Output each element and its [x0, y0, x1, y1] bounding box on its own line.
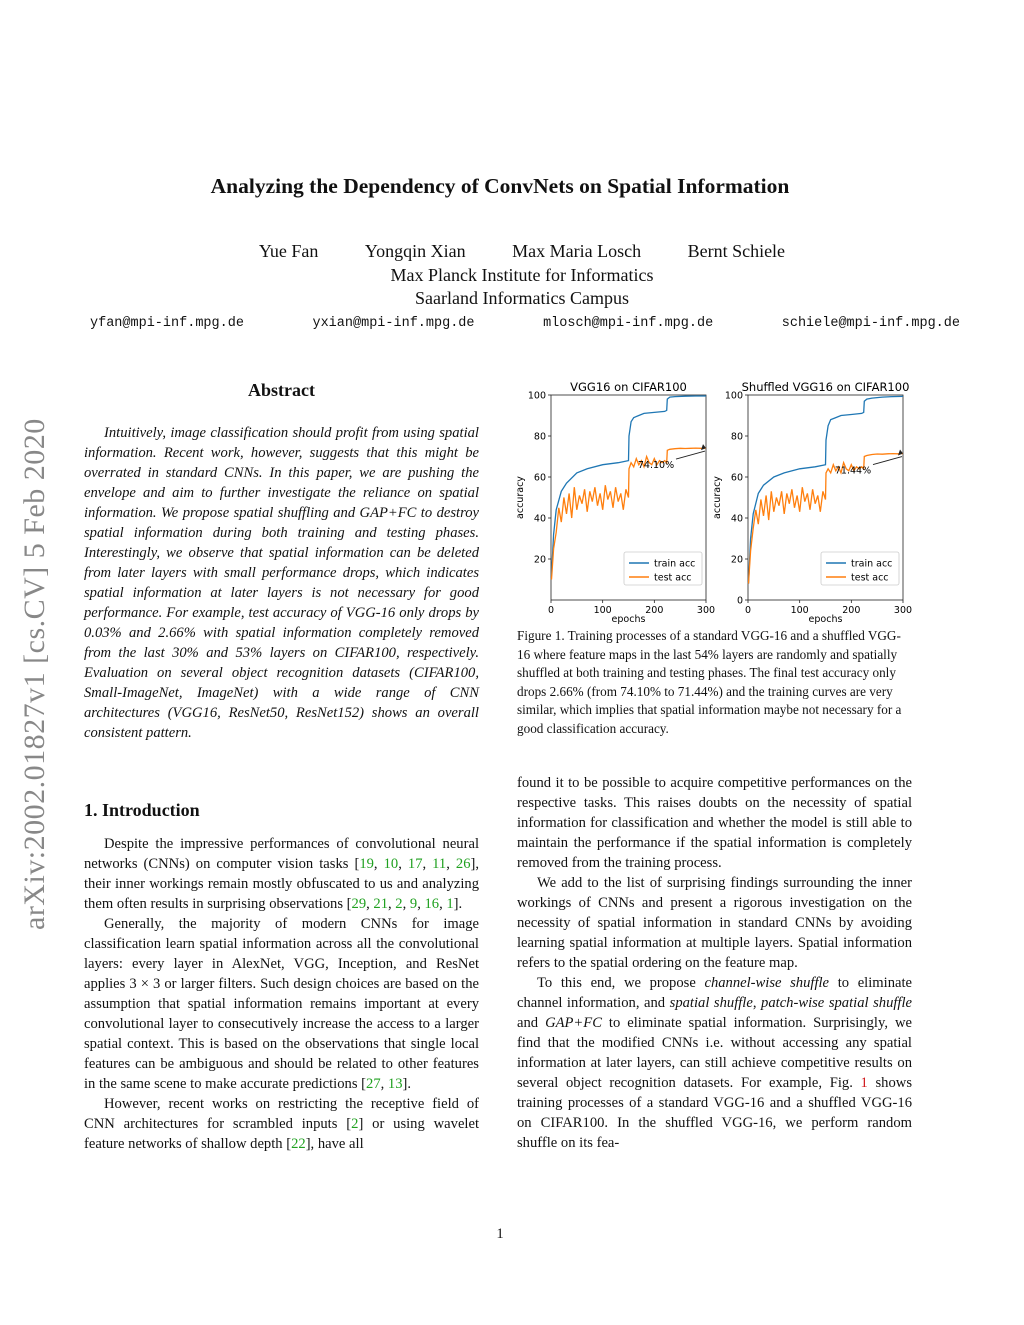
text-run: ] or using wavelet feature networks of shallow depth [ [84, 1116, 480, 1152]
y-tick-label: 40 [730, 513, 743, 525]
emphasis: patch-wise spatial shuffle [761, 995, 913, 1011]
y-tick-label: 20 [730, 554, 743, 566]
x-tick-label: 300 [893, 605, 913, 616]
abstract-paragraph: Intuitively, image classification should profit from using spatial information. Recent work, however, suggests that this might be overrated in standard CNNs. In this paper, we are pushing the envelope and aim to further investigate the reliance on spatial information. We propose spatial shuffling and GAP+FC to destroy spatial information during both training and testing phases. Interestingly, we observe that spatial information can be deleted from later layers with small performance drops, which indicates spatial information at later layers is not necessary for good performance. For example, test accuracy of VGG-16 only drops by 0.03% and 2.66% with spatial information completely removed from the last 30% and 53% layers on CIFAR100, respectively. Evaluation on several object recognition datasets (CIFAR100, Small-ImageNet, ImageNet) with a wide range of CNN architectures (VGG16, ResNet50, ResNet152) shows an overall consistent pattern. [84, 425, 479, 741]
y-tick-label: 60 [730, 472, 743, 484]
text-run: , [752, 995, 762, 1011]
author-email: yxian@mpi-inf.mpg.de [312, 316, 475, 331]
author-name: Max Maria Losch [512, 241, 642, 261]
abstract-heading: Abstract [248, 380, 315, 400]
figure-1-charts [508, 375, 918, 625]
figure-reference-link[interactable]: 1 [860, 1075, 868, 1091]
arxiv-identifier: arXiv:2002.01827v1 [cs.CV] 5 Feb 2020 [18, 418, 51, 930]
x-tick-label: 0 [547, 605, 555, 616]
citation-link[interactable]: 9 [409, 896, 418, 912]
author-name: Yongqin Xian [364, 241, 466, 261]
citation-link[interactable]: 27 [366, 1076, 381, 1092]
text-run: ]. [402, 1076, 412, 1092]
citation-link[interactable]: 26 [455, 856, 471, 872]
chart-title: VGG16 on CIFAR100 [570, 380, 687, 394]
legend-label: test acc [851, 572, 889, 584]
text-run: ], have all [305, 1136, 364, 1152]
author-list [0, 241, 1024, 262]
emphasis: GAP+FC [545, 1015, 602, 1031]
emphasis: spatial shuffle [669, 995, 753, 1011]
annotation-arrowhead [701, 444, 706, 450]
y-axis-label: accuracy [515, 476, 526, 519]
annotation-label: 71.44% [834, 465, 872, 477]
y-tick-label: 80 [730, 431, 743, 443]
author-email: yfan@mpi-inf.mpg.de [90, 316, 244, 331]
chart-title: Shuffled VGG16 on CIFAR100 [741, 380, 910, 394]
author-email: schiele@mpi-inf.mpg.de [781, 316, 960, 331]
x-axis-label: epochs [611, 614, 646, 625]
introduction-text [84, 834, 479, 1154]
y-axis-label: accuracy [712, 476, 723, 519]
annotation-arrowhead [898, 450, 903, 456]
citation-link[interactable]: 13 [387, 1076, 403, 1092]
intro-paragraph-3 [84, 1094, 479, 1154]
x-tick-label: 100 [790, 605, 809, 616]
paragraph [517, 973, 912, 1153]
text-run: ], their inner workings remain mostly obfuscated to us and analyzing them often results in surprising observations [ [84, 856, 480, 912]
paragraph-continuation: found it to be possible to acquire competitive performances on the respective tasks. This raises doubts on the necessity of spatial information for classification and whether the model is still able to maintain the performance if the spatial information is completely removed from the training process. [517, 775, 912, 871]
affiliation-line: Saarland Informatics Campus [415, 288, 629, 308]
citation-link[interactable]: 17 [407, 856, 423, 872]
paper-title: Analyzing the Dependency of ConvNets on Spatial Information [210, 174, 790, 198]
right-column-text [517, 773, 912, 1153]
citation-link[interactable]: 1 [446, 896, 454, 912]
paragraph: We add to the list of surprising findings surrounding the inner workings of CNNs and present a rigorous investigation on the necessity of spatial information in standard CNNs by avoiding learning spatial information at multiple layers. Spatial information refers to the spatial ordering on the feature map. [517, 875, 912, 971]
citation-link[interactable]: 21 [373, 896, 388, 912]
text-run: However, recent works on restricting the receptive field of CNN architectures for scrambled inputs [ [84, 1096, 479, 1132]
x-tick-label: 200 [842, 605, 861, 616]
author-name: Yue Fan [258, 241, 319, 261]
abstract-text [84, 423, 479, 743]
legend-label: train acc [851, 558, 893, 570]
x-tick-label: 0 [744, 605, 752, 616]
author-email: mlosch@mpi-inf.mpg.de [543, 316, 714, 331]
citation-link[interactable]: 10 [383, 856, 399, 872]
x-tick-label: 100 [593, 605, 612, 616]
citation-link[interactable]: 11 [432, 856, 447, 872]
text-run: Despite the impressive performances of convolutional neural networks (CNNs) on computer vision tasks [ [84, 836, 479, 872]
citation-link[interactable]: 16 [424, 896, 440, 912]
y-tick-label: 0 [736, 595, 743, 607]
y-tick-label: 80 [533, 431, 546, 443]
text-run: ]. [453, 896, 463, 912]
annotation-arrow [676, 451, 705, 459]
citation-link[interactable]: 2 [395, 896, 403, 912]
annotation-arrow [873, 457, 902, 465]
x-axis-label: epochs [808, 614, 843, 625]
y-tick-label: 100 [527, 390, 546, 402]
email-list [90, 316, 960, 331]
text-run: to eliminate spatial information. Surprisingly, we find that the modified CNNs i.e. without accessing any spatial information at later layers, can still achieve competitive results on several object recognition datasets. For example, Fig. [517, 1015, 912, 1091]
affiliation-line: Max Planck Institute for Informatics [390, 265, 654, 285]
page-number: 1 [496, 1226, 504, 1242]
y-tick-label: 40 [533, 513, 546, 525]
section-heading-introduction: 1. Introduction [84, 800, 200, 820]
text-run: to eliminate channel information, and [517, 975, 912, 1011]
legend-label: train acc [654, 558, 696, 570]
author-name: Bernt Schiele [687, 241, 786, 261]
text-run: and [517, 1015, 546, 1031]
legend-label: test acc [654, 572, 692, 584]
annotation-label: 74.10% [637, 460, 675, 472]
x-tick-label: 200 [645, 605, 664, 616]
figure-1-caption: Figure 1. Training processes of a standard VGG-16 and a shuffled VGG-16 where feature maps in the last 54% layers are randomly and spatially shuffled at both training and testing phases. The final test accuracy only drops 2.66% (from 74.10% to 71.44%) and the training curves are very similar, which implies that spatial information maybe not necessary for a good classification accuracy. [517, 628, 902, 736]
citation-link[interactable]: 22 [291, 1136, 306, 1152]
text-run: To this end, we propose [537, 975, 705, 991]
text-run: Generally, the majority of modern CNNs for image classification learn spatial information across all the convolutional layers: every layer in AlexNet, VGG, Inception, and ResNet applies 3 × 3 or larger filters. Such design choices are based on the assumption that spatial information remains important at every convolutional layer to consecutively increase the access to a larger spatial context. This is based on the observations that single local features can be ambiguous and should be related to other features in the same scene to make accurate predictions [ [84, 916, 479, 1092]
intro-paragraph-2: Generally, the majority of modern CNNs for image classification learn spatial information across all the convolutional layers: every layer in AlexNet, VGG, Inception, and ResNet applies 3 × 3 or larger filters. Such design choices are based on the assumption that spatial information remains important at every convolutional layer to consecutively increase the access to a larger spatial context. This is based on the observations that single local features can be ambiguous and should be related to other features in the same scene to make accurate predictions [27, 13]. [84, 916, 479, 1092]
y-tick-label: 20 [533, 554, 546, 566]
intro-paragraph-1: Despite the impressive performances of convolutional neural networks (CNNs) on computer vision tasks [19, 10, 17, 11, 26], their inner workings remain mostly obfuscated to us and analyzing them often results in surprising observations [29, 21, 2, 9, 16, 1]. [84, 836, 480, 912]
text-run: shows training processes of a standard VGG-16 and a shuffled VGG-16 on CIFAR100. In the shuffled VGG-16, we perform random shuffle on its fea- [517, 1075, 912, 1151]
y-tick-label: 100 [724, 390, 743, 402]
citation-link[interactable]: 19 [359, 856, 374, 872]
x-tick-label: 300 [696, 605, 716, 616]
emphasis: channel-wise shuffle [704, 975, 830, 991]
citation-link[interactable]: 29 [351, 896, 367, 912]
citation-link[interactable]: 2 [351, 1116, 359, 1132]
y-tick-label: 60 [533, 472, 546, 484]
